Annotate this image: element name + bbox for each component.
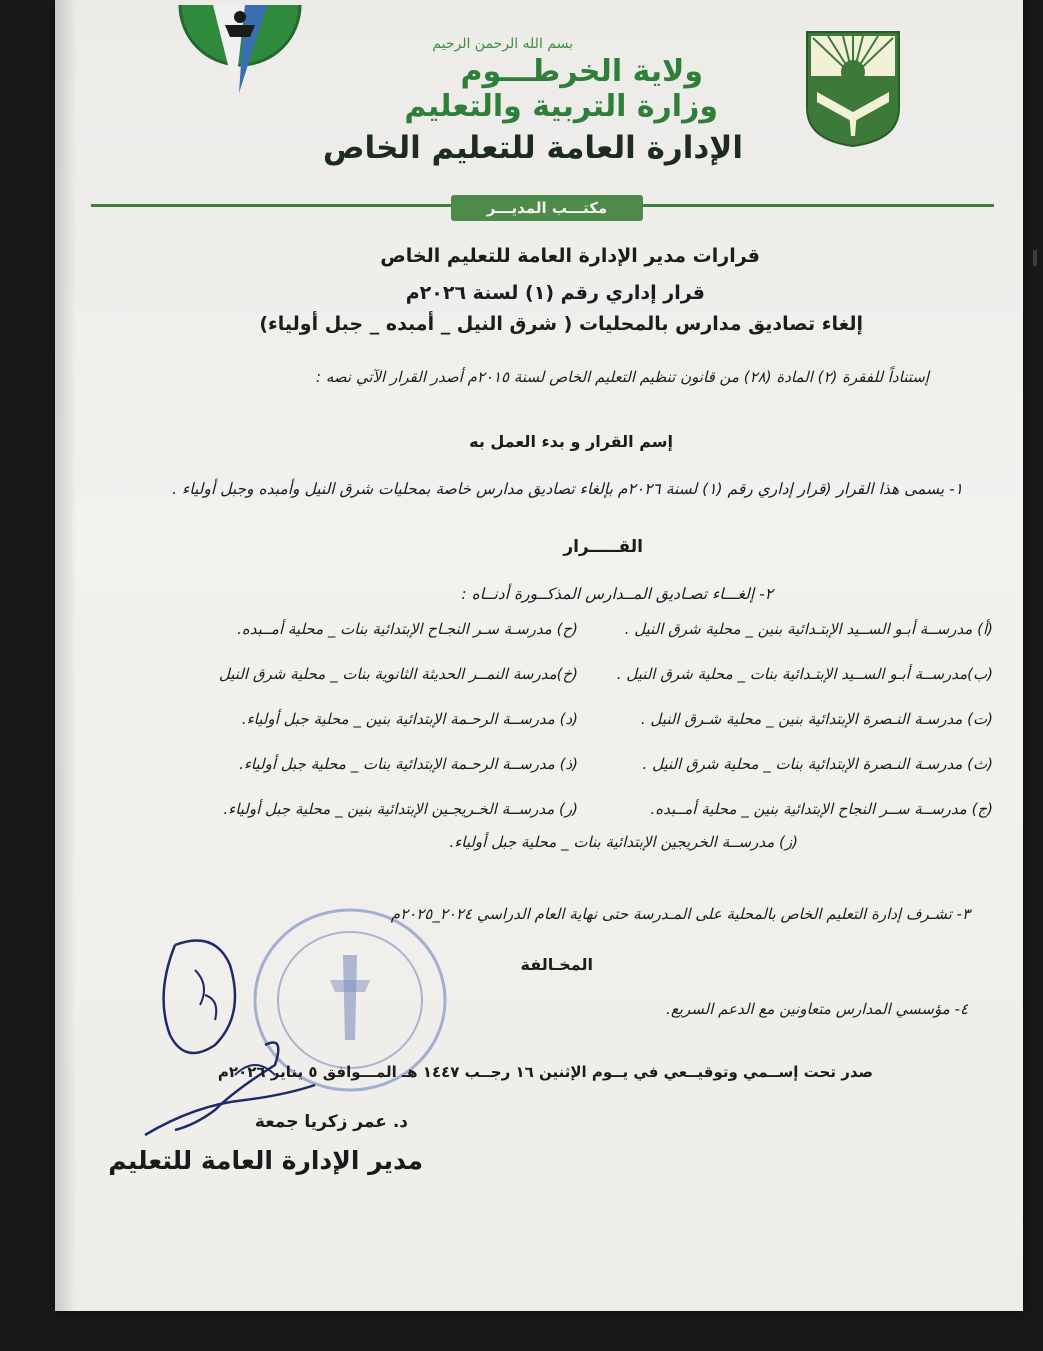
schools-left-column (158, 620, 578, 845)
article-1: ١- يسمى هذا القرار (قرار إداري رقم (١) لسنة ٢٠٢٦م بإلغاء تصاديق مدارس خاصة بمحليات شرق النيل وأمبده وجبل أولياء . (172, 480, 963, 498)
decision-heading: القـــــرار (563, 537, 643, 557)
signer-title: مدير الإدارة العامة للتعليم (108, 1146, 423, 1175)
khartoum-state-logo-icon (175, 5, 305, 105)
school-item: (خ)مدرسة النمــر الحديثة الثانوية بنات _ محلية شرق النيل (218, 665, 578, 683)
school-item: (ر) مدرســة الخـريجـين الإبتدائية بنين _ محلية جبل أولياء. (223, 800, 578, 818)
signer-name: د. عمر زكريا جمعة (254, 1112, 408, 1132)
decision-number: قرار إداري رقم (١) لسنة ٢٠٢٦م (405, 282, 705, 304)
article-3: ٣- تشـرف إدارة التعليم الخاص بالمحلية على المـدرسة حتى نهاية العام الدراسي ٢٠٢٤_٢٠٢٥م (390, 905, 970, 923)
decision-subject: إلغاء تصاديق مدارس بالمحليات ( شرق النيل _ أمبده _ جبل أولياء) (259, 313, 863, 335)
school-item: (ح) مدرسـة سـر النجـاح الإبتدائية بنات _ محلية أمــبده. (237, 620, 578, 638)
section-name-heading: إسم القرار و بدء العمل به (469, 432, 673, 451)
issue-statement: صدر تحت إســمي وتوقيــعي في يــوم الإثنين ١٦ رجــب ١٤٤٧ هـ المـــوافق ٥ يناير ٢٠٢٦م (217, 1063, 873, 1081)
school-item: (ذ) مدرســة الرحـمة الإبتدائية بنات _ محلية جبل أولياء. (239, 755, 578, 773)
school-item: (ت) مدرسـة النـصرة الإبتدائية بنين _ محلية شـرق النيل . (640, 710, 993, 728)
school-item: (أ) مدرســة أبـو الســيد الإبتـدائية بنين _ محلية شرق النيل . (624, 620, 993, 638)
department-name: الإدارة العامة للتعليم الخاص (322, 130, 743, 166)
article-4: ٤- مؤسسي المدارس متعاونين مع الدعم السريع. (666, 1000, 968, 1018)
decisions-title: قرارات مدير الإدارة العامة للتعليم الخاص (380, 245, 760, 267)
school-item: (د) مدرســة الرحـمة الإبتدائية بنين _ محلية جبل أولياء. (241, 710, 578, 728)
basmala: بسم الله الرحمن الرحيم (432, 36, 573, 52)
school-item: (ج) مدرســة ســر النجاح الإبتدائية بنين _ محلية أمــبده. (650, 800, 993, 818)
schools-right-column (563, 620, 993, 845)
page-shadow (55, 0, 77, 1311)
document-page (55, 0, 1023, 1311)
ministry-logo-icon (803, 28, 903, 148)
violation-heading: المخـالفة (520, 955, 593, 974)
school-item: (ث) مدرسـة النـصرة الإبتدائية بنات _ محلية شرق النيل . (642, 755, 993, 773)
ministry-name: وزارة التربية والتعليم (404, 89, 718, 124)
scroll-marker (1033, 250, 1037, 266)
state-name: ولاية الخرطـــوم (460, 54, 703, 89)
article-2: ٢- إلغـــاء تصـاديق المــدارس المذكــورة أدنــاه : (461, 585, 773, 603)
preamble: إستناداً للفقرة (٢) المادة (٢٨) من قانون تنظيم التعليم الخاص لسنة ٢٠١٥م أصدر القرار الآتي نصه : (316, 368, 929, 386)
school-item: (ب)مدرســة أبـو الســيد الإبتـدائية بنات _ محلية شرق النيل . (616, 665, 993, 683)
office-badge: مكتـــب المديـــر (451, 195, 643, 221)
school-item-last: (ز) مدرســة الخريجين الإبتدائية بنات _ محلية جبل أولياء. (449, 833, 798, 851)
